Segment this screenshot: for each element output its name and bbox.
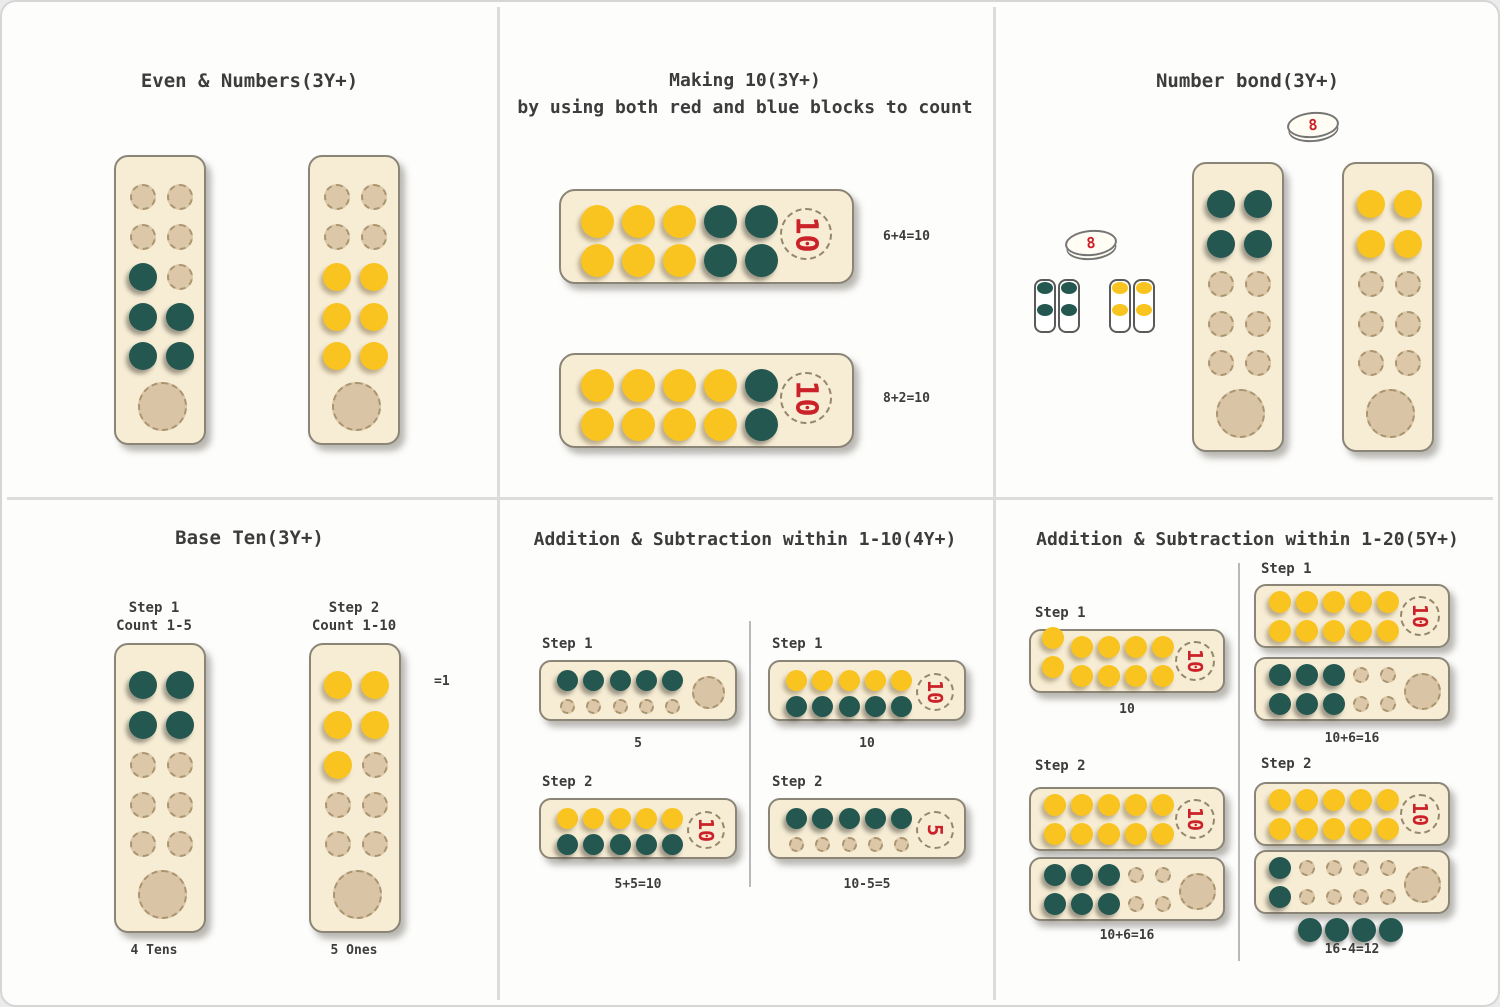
counting-board [1029,787,1225,851]
empty-hole [1358,271,1384,297]
empty-hole [665,699,680,714]
empty-hole [362,792,388,818]
yellow-peg [1296,789,1318,811]
teal-peg [745,408,778,441]
step-label: Step 2 [542,774,593,790]
empty-hole [167,264,193,290]
yellow-peg [1152,794,1174,816]
counting-board [1192,162,1284,452]
teal-peg [166,342,194,370]
teal-peg [1207,190,1235,218]
yellow-peg [1357,190,1385,218]
empty-hole [1353,860,1369,876]
empty-hole [1299,889,1315,905]
yellow-peg [1071,823,1093,845]
counting-board [1254,850,1450,914]
big-hole [1216,389,1265,438]
yellow-peg [360,263,388,291]
empty-hole [1208,271,1234,297]
yellow-peg [360,303,388,331]
yellow-peg [1394,230,1422,258]
empty-hole [362,752,388,778]
count-badge [916,673,954,711]
empty-hole [1395,271,1421,297]
yellow-peg [1269,818,1291,840]
teal-peg [662,834,683,855]
teal-peg [636,670,657,691]
counting-board [309,643,401,933]
big-hole [333,870,382,919]
empty-hole [815,837,830,852]
counting-board [539,660,737,721]
empty-hole [167,224,193,250]
board-caption: 4 Tens [130,943,178,958]
yellow-peg [1098,823,1120,845]
empty-hole [167,792,193,818]
board-caption: 5+5=10 [614,877,662,892]
yellow-peg [1125,823,1147,845]
count-badge [916,811,954,849]
empty-hole [130,792,156,818]
panel-base-ten [2,497,497,1007]
empty-hole [1299,860,1315,876]
yellow-peg [1323,620,1345,642]
step-label: Step 1 [128,600,180,616]
yellow-peg [324,711,352,739]
empty-hole [1353,667,1369,683]
column-divider [749,621,751,887]
step-label: Step 2 [1035,758,1086,774]
board-caption: 16-4=12 [1324,942,1380,957]
big-hole [1366,389,1415,438]
cylinder-cap [1061,304,1077,316]
yellow-peg [361,711,389,739]
count-badge [1175,799,1215,839]
yellow-peg [1323,591,1345,613]
empty-hole [1128,896,1144,912]
badge-number: 5 [922,823,947,837]
empty-hole [325,792,351,818]
yellow-peg [1071,665,1093,687]
yellow-peg [622,205,655,238]
yellow-peg [583,808,604,829]
badge-number: 10 [788,215,824,253]
yellow-peg [1377,591,1399,613]
board-caption: 10 [859,736,875,751]
step-label: Step 2 [328,600,380,616]
empty-hole [325,831,351,857]
yellow-peg [704,369,737,402]
teal-peg [610,834,631,855]
yellow-peg [1357,230,1385,258]
step-label: Step 1 [1261,561,1312,577]
empty-hole [1353,696,1369,712]
removed-teal-peg [1379,918,1403,942]
board-caption: 5 Ones [330,943,378,958]
count-badge [1175,641,1215,681]
yellow-peg [663,369,696,402]
yellow-peg [636,808,657,829]
yellow-peg [1152,823,1174,845]
counting-board [539,798,737,859]
empty-hole [1358,350,1384,376]
yellow-peg [1394,190,1422,218]
counting-board [559,189,854,284]
teal-peg [891,808,912,829]
big-hole [1179,873,1216,910]
yellow-peg [1152,636,1174,658]
empty-hole [789,837,804,852]
empty-hole [130,184,156,210]
teal-peg [557,834,578,855]
yellow-peg [324,751,352,779]
empty-hole [1245,350,1271,376]
teal-peg [839,696,860,717]
empty-hole [1245,271,1271,297]
step-label: Step 1 [1035,605,1086,621]
board-caption: 10-5=5 [843,877,891,892]
yellow-cylinder-peg [1133,279,1155,333]
note: =1 [434,674,450,689]
yellow-peg [663,244,696,277]
yellow-peg [1152,665,1174,687]
teal-peg [662,670,683,691]
teal-peg [1098,893,1120,915]
equation: 8+2=10 [883,391,930,406]
yellow-peg [324,671,352,699]
big-hole [1404,866,1441,903]
yellow-peg [1323,818,1345,840]
teal-peg [166,303,194,331]
yellow-peg [1098,665,1120,687]
empty-hole [130,752,156,778]
big-hole [138,382,187,431]
panel-title: Addition & Subtraction within 1-20(5Y+) [1036,529,1459,550]
badge-number: 10 [1408,603,1432,629]
big-hole [332,382,381,431]
teal-cylinder-peg [1034,279,1056,333]
empty-hole [1358,311,1384,337]
yellow-peg [1269,591,1291,613]
yellow-peg [1350,818,1372,840]
teal-peg [129,263,157,291]
empty-hole [1353,889,1369,905]
teal-peg [812,808,833,829]
yellow-peg [812,670,833,691]
panel-title-line1: Making 10(3Y+) [669,70,821,91]
counting-board [768,660,966,721]
count-badge [1400,794,1440,834]
empty-hole [361,224,387,250]
equation: 6+4=10 [883,229,930,244]
yellow-peg [1125,665,1147,687]
yellow-peg [891,670,912,691]
yellow-peg [361,671,389,699]
teal-cylinder-peg [1058,279,1080,333]
badge-number: 10 [1183,648,1207,674]
yellow-peg [581,205,614,238]
teal-peg [865,696,886,717]
removed-teal-peg [1298,918,1322,942]
cylinder-pegs-group [1034,279,1156,335]
panel-title: Addition & Subtraction within 1-10(4Y+) [533,529,957,550]
badge-number: 10 [694,817,718,843]
teal-peg [839,808,860,829]
panel-number-bond [993,2,1500,497]
yellow-peg [1269,620,1291,642]
yellow-peg [581,244,614,277]
badge-number: 10 [1408,801,1432,827]
panel-title: Base Ten(3Y+) [175,527,324,549]
panel-add-sub-10 [497,497,993,1007]
counting-board [1029,629,1225,693]
empty-hole [167,831,193,857]
yellow-peg [323,303,351,331]
empty-hole [894,837,909,852]
teal-peg [1044,893,1066,915]
step-label: Step 2 [1261,756,1312,772]
counting-board [559,353,854,448]
teal-peg [745,205,778,238]
yellow-peg [786,670,807,691]
yellow-peg [581,408,614,441]
yellow-peg [1042,656,1064,678]
empty-hole [167,752,193,778]
empty-hole [130,224,156,250]
teal-peg [1296,664,1318,686]
removed-teal-peg [1352,918,1376,942]
empty-hole [586,699,601,714]
teal-peg [583,670,604,691]
teal-peg [1269,857,1291,879]
empty-hole [1208,350,1234,376]
teal-peg [636,834,657,855]
empty-hole [1128,867,1144,883]
empty-hole [613,699,628,714]
teal-peg [129,303,157,331]
counting-board [114,155,206,445]
yellow-peg [557,808,578,829]
yellow-peg [1296,818,1318,840]
teal-peg [1269,886,1291,908]
empty-hole [362,831,388,857]
teal-peg [704,244,737,277]
yellow-peg [704,408,737,441]
yellow-peg [581,369,614,402]
yellow-peg [1125,794,1147,816]
teal-peg [166,671,194,699]
column-divider [1238,563,1240,961]
teal-peg [1269,664,1291,686]
yellow-peg [839,670,860,691]
count-badge [1400,596,1440,636]
number-disc [1286,110,1340,140]
cylinder-cap [1037,304,1053,316]
panel-making-ten [497,2,993,497]
empty-hole [1395,350,1421,376]
yellow-peg [1269,789,1291,811]
empty-hole [1380,889,1396,905]
yellow-peg [1071,794,1093,816]
yellow-peg [360,342,388,370]
yellow-peg [1377,818,1399,840]
empty-hole [167,184,193,210]
empty-hole [1395,311,1421,337]
board-caption: 10 [1119,702,1135,717]
panel-title-line2: by using both red and blue blocks to count [517,97,973,118]
teal-peg [610,670,631,691]
teal-peg [812,696,833,717]
teal-peg [1071,893,1093,915]
counting-board [768,798,966,859]
teal-peg [1323,664,1345,686]
empty-hole [1380,667,1396,683]
yellow-peg [1350,591,1372,613]
badge-number: 10 [923,679,947,705]
counting-board [1254,584,1450,648]
yellow-peg [663,205,696,238]
cylinder-cap [1061,282,1077,294]
teal-peg [1296,693,1318,715]
panel-title: Even & Numbers(3Y+) [140,70,359,92]
panel-even-numbers [2,2,497,497]
yellow-peg [323,263,351,291]
yellow-peg [1098,636,1120,658]
yellow-peg [1098,794,1120,816]
panel-title: Number bond(3Y+) [1155,70,1340,92]
board-caption: 5 [634,736,642,751]
yellow-peg [1125,636,1147,658]
counting-board [114,643,206,933]
yellow-peg [1377,620,1399,642]
empty-hole [324,184,350,210]
counting-board [1342,162,1434,452]
counting-board [1254,782,1450,846]
cylinder-cap [1037,282,1053,294]
badge-number: 10 [1183,806,1207,832]
teal-peg [786,696,807,717]
teal-peg [1269,693,1291,715]
yellow-peg [1044,794,1066,816]
teal-peg [557,670,578,691]
teal-peg [129,711,157,739]
empty-hole [1155,867,1171,883]
big-hole [1404,673,1441,710]
yellow-peg [323,342,351,370]
teal-peg [786,808,807,829]
teal-peg [745,369,778,402]
board-caption: 10+6=16 [1324,731,1380,746]
cylinder-cap [1112,282,1128,294]
empty-hole [1245,311,1271,337]
count-badge [780,372,832,424]
yellow-peg [1377,789,1399,811]
yellow-peg [662,808,683,829]
teal-peg [1323,693,1345,715]
empty-hole [560,699,575,714]
teal-peg [865,808,886,829]
yellow-peg [1296,620,1318,642]
teal-peg [1098,864,1120,886]
step-sublabel: Count 1-5 [116,618,192,634]
yellow-peg [1042,627,1064,649]
removed-pegs-row [1298,918,1408,944]
big-hole [692,676,725,709]
step-label: Step 1 [542,636,593,652]
counting-board [1254,657,1450,721]
empty-hole [1155,896,1171,912]
empty-hole [1380,696,1396,712]
big-hole [138,870,187,919]
count-badge [687,811,725,849]
empty-hole [1326,860,1342,876]
cylinder-cap [1112,304,1128,316]
count-badge [780,208,832,260]
yellow-peg [1350,789,1372,811]
cylinder-cap [1136,304,1152,316]
empty-hole [130,831,156,857]
removed-teal-peg [1325,918,1349,942]
yellow-peg [1071,636,1093,658]
yellow-cylinder-peg [1109,279,1131,333]
empty-hole [639,699,654,714]
teal-peg [129,671,157,699]
step-label: Step 1 [772,636,823,652]
yellow-peg [622,408,655,441]
cylinder-cap [1136,282,1152,294]
yellow-peg [663,408,696,441]
badge-number: 10 [788,379,824,417]
yellow-peg [610,808,631,829]
counting-board [308,155,400,445]
empty-hole [1326,889,1342,905]
teal-peg [1244,230,1272,258]
yellow-peg [1044,823,1066,845]
yellow-peg [1296,591,1318,613]
teal-peg [1244,190,1272,218]
empty-hole [324,224,350,250]
disc-number: 8 [1085,233,1097,253]
teal-peg [704,205,737,238]
step-sublabel: Count 1-10 [311,618,397,634]
disc-number: 8 [1307,115,1319,135]
teal-peg [891,696,912,717]
yellow-peg [1323,789,1345,811]
empty-hole [842,837,857,852]
yellow-peg [1350,620,1372,642]
empty-hole [1208,311,1234,337]
empty-hole [361,184,387,210]
empty-hole [868,837,883,852]
teal-peg [1071,864,1093,886]
teal-peg [1044,864,1066,886]
teal-peg [745,244,778,277]
teal-peg [166,711,194,739]
counting-board [1029,857,1225,921]
teal-peg [129,342,157,370]
yellow-peg [622,244,655,277]
yellow-peg [865,670,886,691]
yellow-peg [622,369,655,402]
empty-hole [1380,860,1396,876]
panel-add-sub-20 [993,497,1500,1007]
teal-peg [583,834,604,855]
number-disc [1064,228,1118,258]
teal-peg [1207,230,1235,258]
step-label: Step 2 [772,774,823,790]
board-caption: 10+6=16 [1099,928,1155,943]
